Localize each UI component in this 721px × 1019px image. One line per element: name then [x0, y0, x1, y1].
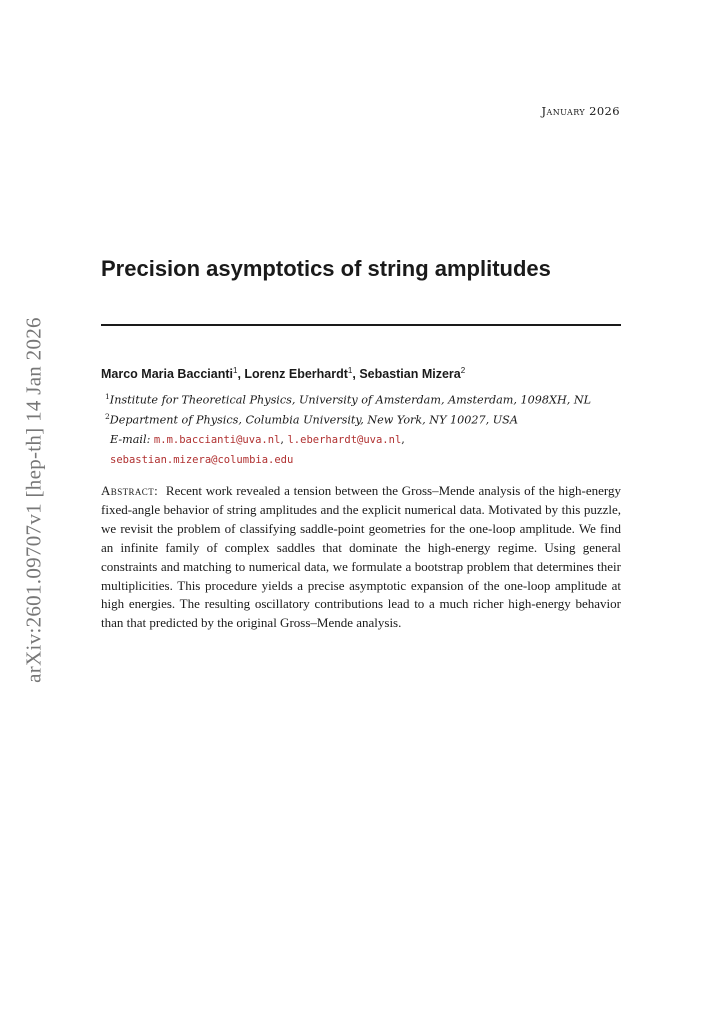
- affiliation-mark: 2: [105, 412, 110, 421]
- email-label: E-mail:: [110, 433, 151, 446]
- abstract: [101, 482, 621, 633]
- affiliation-text: Department of Physics, Columbia University, New York, NY 10027, USA: [109, 413, 518, 427]
- abstract-label: Abstract:: [101, 483, 159, 498]
- author-affil-mark: 1: [233, 366, 238, 375]
- email-line: [110, 453, 625, 466]
- email-link[interactable]: m.m.baccianti@uva.nl: [153, 434, 281, 446]
- author-affil-mark: 1: [347, 366, 353, 375]
- email-link[interactable]: sebastian.mizera@columbia.edu: [110, 454, 294, 466]
- author-name: Lorenz Eberhardt: [244, 367, 348, 382]
- arxiv-identifier-stamp: arXiv:2601.09707v1 [hep-th] 14 Jan 2026: [21, 317, 46, 683]
- publication-date: January 2026: [541, 104, 620, 118]
- author-name: Marco Maria Baccianti: [101, 367, 233, 382]
- affiliation-text: Institute for Theoretical Physics, University of Amsterdam, Amsterdam, 1098XH, NL: [109, 393, 592, 407]
- author-name: Sebastian Mizera: [359, 367, 461, 382]
- email-link[interactable]: l.eberhardt@uva.nl: [287, 434, 402, 446]
- affiliation-mark: 1: [105, 392, 110, 401]
- author-affil-mark: 2: [460, 366, 466, 375]
- affiliation: [105, 392, 625, 407]
- affiliation: [105, 412, 625, 427]
- email-line: E-mail: m.m.baccianti@uva.nl, l.eberhardt@uva.nl,: [110, 433, 405, 446]
- title-rule: [101, 324, 621, 326]
- paper-title: Precision asymptotics of string amplitudes: [101, 256, 551, 281]
- abstract-text: Recent work revealed a tension between the Gross–Mende analysis of the high-energy fixed-angle behavior of string amplitudes and the explicit numerical data. Motivated by this puzzle, we revisit the problem of classifying saddle-point geometries for the one-loop amplitude. We find an infinite family of complex saddles that dominate the high-energy regime. Using general constraints and matching to numerical data, we formulate a bootstrap problem that determines their multiplicities. This procedure yields a precise asymptotic expansion of the one-loop amplitude at high energies. The resulting oscillatory contributions lead to a much richer high-energy behavior than that predicted by the original Gross–Mende analysis.: [101, 483, 622, 631]
- author-list: Marco Maria Baccianti$^1$, Lorenz Eberhardt$^1$, Sebastian Mizera$^2$: [101, 366, 466, 382]
